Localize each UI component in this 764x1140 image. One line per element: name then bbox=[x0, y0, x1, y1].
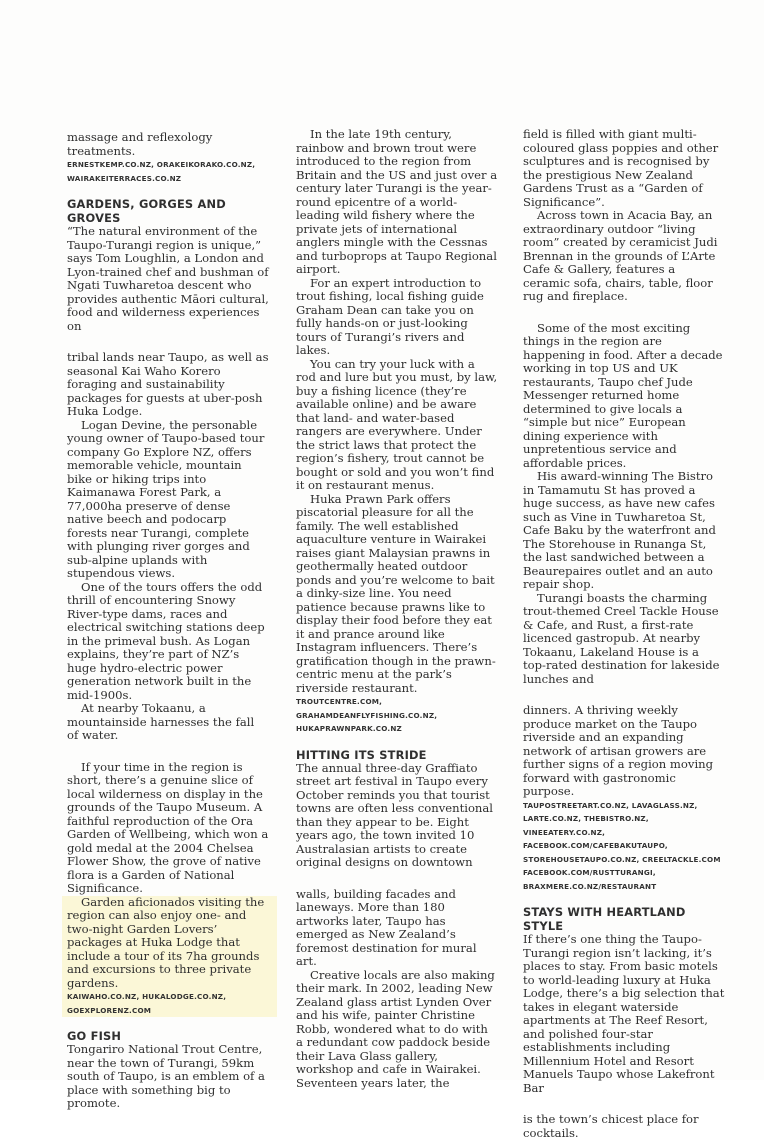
body-paragraph: Garden aficionados visiting the region can also enjoy one- and two-night Garden Lovers’ packages at Huka Lodge that include a tour of its 7ha grounds and excursions to three private gardens. bbox=[67, 894, 265, 990]
body-paragraph: If your time in the region is short, there’s a genuine slice of local wilderness on display in the grounds of the Taupo Museum. A faithful reproduction of the Ora Garden of Wellbeing, which won a gold medal at the 2004 Chelsea Flower Show, the grove of native flora is a Garden of National Significance. bbox=[67, 759, 269, 895]
body-paragraph: dinners. A thriving weekly produce market on the Taupo riverside and an expanding network of artisan growers are further signs of a region moving forward with gastronomic purpose. bbox=[523, 703, 714, 798]
body-paragraph: tribal lands near Taupo, as well as seasonal Kai Waho Korero foraging and sustainability packages for guests at uber-posh Huka Lodge. bbox=[67, 350, 269, 418]
section-heading-hitting-its-stride: HITTING ITS STRIDE bbox=[296, 747, 427, 762]
website-list: KAIWAHO.CO.NZ, HUKALODGE.CO.NZ, GOEXPLORENZ.COM bbox=[67, 992, 227, 1015]
body-paragraph: Turangi boasts the charming trout-themed Creel Tackle House & Cafe, and Rust, a first-rate licenced gastropub. At nearby Tokaanu, Lakeland House is a top-rated destination for lakeside lunches and bbox=[523, 590, 720, 686]
body-paragraph: In the late 19th century, rainbow and brown trout were introduced to the region from Britain and the US and just over a century later Turangi is the year-round epicentre of a world-leading wild fishery where the private jets of international anglers mingle with the Cessnas and turboprops at Taupo Regional airport. bbox=[296, 127, 498, 276]
body-paragraph: walls, building facades and laneways. More than 180 artworks later, Taupo has emerged as New Zealand’s foremost destination for mural art. bbox=[296, 886, 477, 968]
body-paragraph: One of the tours offers the odd thrill of encountering Snowy River-type dams, races and electrical switching stations deep in the primeval bush. As Logan explains, they’re part of NZ’s huge hydro-electric power generation network built in the mid-1900s. bbox=[67, 579, 265, 702]
body-paragraph: is the town’s chicest place for cocktails. bbox=[523, 1112, 699, 1140]
body-paragraph: His award-winning The Bistro in Tamamutu St has proved a huge success, as have new cafes such as Vine in Tuwharetoa St, Cafe Baku by the waterfront and The Storehouse in Runanga St, the last sandwiched between a Beaurepaires outlet and an auto repair shop. bbox=[523, 469, 716, 591]
website-list: TROUTCENTRE.COM, GRAHAMDEANFLYFISHING.CO.NZ, HUKAPRAWNPARK.CO.NZ bbox=[296, 697, 438, 733]
body-paragraph: If there’s one thing the Taupo-Turangi region isn’t lacking, it’s places to stay. From basic motels to world-leading luxury at Huka Lodge, there’s a big selection that takes in elegant waterside apartments at The Reef Resort, and polished four-star establishments including Millennium Hotel and Resort Manuels Taupo whose Lakefront Bar bbox=[523, 932, 725, 1095]
body-paragraph: The annual three-day Graffiato street art festival in Taupo every October reminds you that tourist towns are often less conventional than they appear to be. Eight years ago, the town invited 10 Australasian artists to create original designs on downtown bbox=[296, 760, 494, 869]
body-paragraph: At nearby Tokaanu, a mountainside harnesses the fall of water. bbox=[67, 701, 255, 742]
body-paragraph: Across town in Acacia Bay, an extraordinary outdoor “living room” created by ceramicist Judi Brennan in the grounds of L’Arte Cafe & Gallery, features a ceramic sofa, chairs, table, floor rug and fireplace. bbox=[523, 208, 718, 303]
section-heading-go-fish: GO FISH bbox=[67, 1029, 122, 1043]
website-list: TAUPOSTREETART.CO.NZ, LAVAGLASS.NZ, LARTE.CO.NZ, THEBISTRO.NZ, VINEEATERY.CO.NZ, FACEBOOK.COM/CAFEBAKUTAUPO, STOREHOUSETAUPO.CO.NZ, CREELTACKLE.COM FACEBOOK.COM/RUSTTURANGI, BRAXMERE.CO.NZ/RESTAURANT bbox=[523, 800, 721, 891]
body-paragraph: Logan Devine, the personable young owner of Taupo-based tour company Go Explore NZ, offers memorable vehicle, mountain bike or hiking trips into Kaimanawa Forest Park, a 77,000ha preserve of dense native beech and podocarp forests near Turangi, complete with plunging river gorges and sub-alpine uplands with stupendous views. bbox=[67, 417, 265, 580]
column-middle bbox=[296, 128, 498, 1090]
body-paragraph: Some of the most exciting things in the region are happening in food. After a decade working in top US and UK restaurants, Taupo chef Jude Messenger returned home determined to give locals a “simple but nice” European dining experience with unpretentious service and affordable prices. bbox=[523, 320, 723, 470]
body-paragraph: “The natural environment of the Taupo-Turangi region is unique,” says Tom Loughlin, a London and Lyon-trained chef and bushman of Ngati Tuwharetoa descent who provides authentic Māori cultural, food and wilderness experiences on bbox=[67, 224, 269, 333]
body-paragraph: Tongariro National Trout Centre, near the town of Turangi, 59km south of Taupo, is an emblem of a place with something big to promote. bbox=[67, 1042, 265, 1110]
column-left bbox=[67, 131, 269, 1111]
body-paragraph: field is filled with giant multi-coloured glass poppies and other sculptures and is recognised by the prestigious New Zealand Gardens Trust as a “Garden of Significance”. bbox=[523, 127, 719, 209]
website-list: ERNESTKEMP.CO.NZ, ORAKEIKORAKO.CO.NZ, WAIRAKEITERRACES.CO.NZ bbox=[67, 160, 256, 183]
body-paragraph: Creative locals are also making their mark. In 2002, leading New Zealand glass artist Lynden Over and his wife, painter Christine Robb, wondered what to do with a redundant cow paddock beside their Lava Glass gallery, workshop and cafe in Wairakei. Seventeen years later, the bbox=[296, 967, 495, 1090]
section-heading-stays: STAYS WITH HEARTLAND STYLE bbox=[523, 905, 686, 933]
column-right bbox=[523, 128, 725, 1140]
body-paragraph: Huka Prawn Park offers piscatorial pleasure for all the family. The well established aquaculture venture in Wairakei raises giant Malaysian prawns in geothermally heated outdoor ponds and you’re welcome to bait a dinky-size line. You need patience because prawns like to display their food before they eat it and prance around like Instagram influencers. There’s gratification though in the prawn-centric menu at the park’s riverside restaurant. bbox=[296, 491, 496, 695]
section-heading-gardens: GARDENS, GORGES AND GROVES bbox=[67, 197, 226, 225]
body-paragraph: massage and reflexology treatments. bbox=[67, 130, 213, 158]
body-paragraph: You can try your luck with a rod and lure but you must, by law, buy a fishing licence (they’re available online) and be aware that land- and water-based rangers are everywhere. Under the strict laws that protect the region’s fishery, trout cannot be bought or sold and you won’t find it on restaurant menus. bbox=[296, 356, 498, 492]
body-paragraph: For an expert introduction to trout fishing, local fishing guide Graham Dean can take you on fully hands-on or just-looking tours of Turangi’s rivers and lakes. bbox=[296, 275, 484, 357]
highlighted-passage bbox=[62, 896, 277, 1018]
